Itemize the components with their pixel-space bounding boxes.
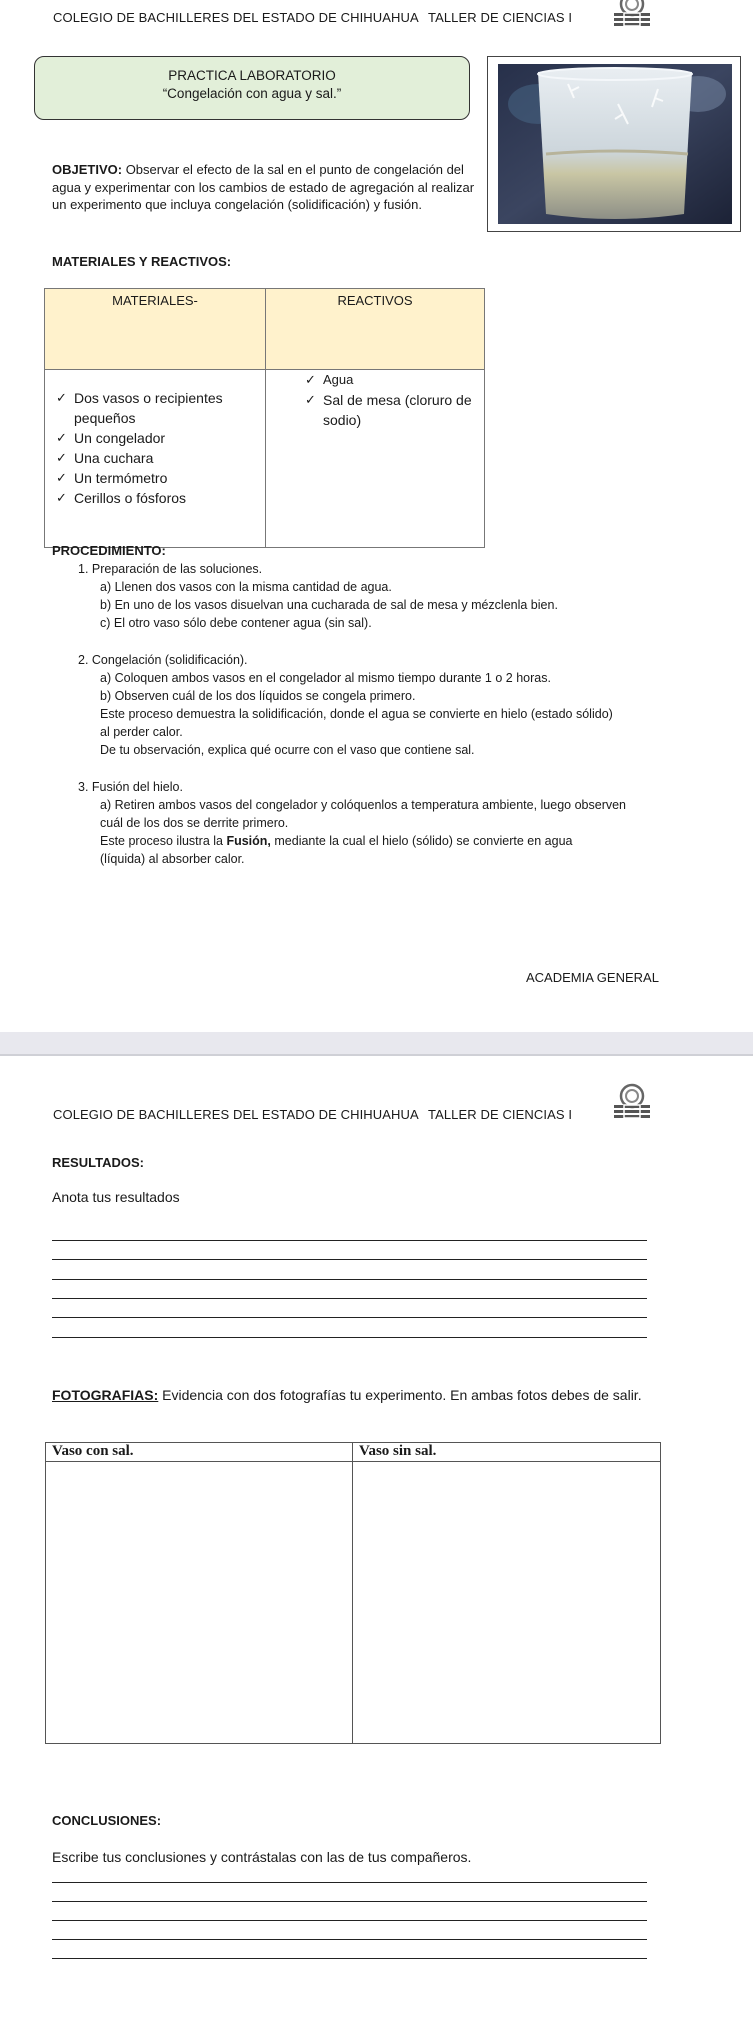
school-logo-icon bbox=[610, 0, 654, 28]
photos-label: FOTOGRAFIAS: bbox=[52, 1387, 159, 1403]
school-logo-icon bbox=[610, 1082, 654, 1120]
reagents-cell bbox=[266, 370, 485, 548]
materials-header: MATERIALES- bbox=[45, 289, 266, 370]
procedure-heading: PROCEDIMIENTO: bbox=[52, 543, 166, 558]
conclusions-heading: CONCLUSIONES: bbox=[52, 1813, 162, 1828]
conclusion-line bbox=[52, 1958, 647, 1959]
page-separator-line bbox=[0, 1054, 753, 1056]
material-item: ✓ Un termómetro bbox=[46, 468, 264, 488]
photos-instructions bbox=[52, 1385, 652, 1406]
material-item: ✓ Cerillos o fósforos bbox=[46, 488, 264, 508]
glass-photo-frame bbox=[487, 56, 741, 232]
material-item: ✓ Una cuchara bbox=[46, 448, 264, 468]
materials-heading: MATERIALES Y REACTIVOS: bbox=[52, 254, 232, 269]
step3-note-pre: Este proceso ilustra la bbox=[100, 834, 227, 848]
step3-note-bold: Fusión, bbox=[226, 834, 271, 848]
answer-line bbox=[52, 1337, 647, 1338]
photo-cell-without-salt[interactable] bbox=[353, 1462, 661, 1744]
page1-header-course: TALLER DE CIENCIAS I bbox=[428, 10, 573, 25]
reagent-item: ✓ Sal de mesa (cloruro de sodio) bbox=[295, 390, 483, 430]
material-item: ✓ Un congelador bbox=[46, 428, 264, 448]
practice-title-box bbox=[34, 56, 470, 120]
step1-a: a) Llenen dos vasos con la misma cantidad de agua. bbox=[100, 580, 392, 594]
answer-line bbox=[52, 1259, 647, 1260]
practice-subtitle: “Congelación con agua y sal.” bbox=[162, 86, 342, 101]
step1-title: 1. Preparación de las soluciones. bbox=[78, 562, 263, 576]
step2-title: 2. Congelación (solidificación). bbox=[78, 653, 248, 667]
procedure-step3 bbox=[52, 778, 652, 868]
material-item: ✓ Dos vasos o recipientes pequeños bbox=[46, 388, 264, 428]
objective-text: Observar el efecto de la sal en el punto de congelación del agua y experimentar con los cambios de estado de agregación al realizar un experimento que incluya congelación (solidificación) y fusión. bbox=[52, 162, 475, 212]
conclusion-line bbox=[52, 1901, 647, 1902]
conclusion-line bbox=[52, 1939, 647, 1940]
step1-c: c) El otro vaso sólo debe contener agua (sin sal). bbox=[100, 616, 372, 630]
procedure-step2 bbox=[52, 651, 652, 759]
step3-note-post: mediante la cual el hielo (sólido) se convierte en agua (líquida) al absorber calor. bbox=[100, 834, 573, 866]
page-separator bbox=[0, 1032, 753, 1056]
step2-a: a) Coloquen ambos vasos en el congelador al mismo tiempo durante 1 o 2 horas. bbox=[100, 671, 551, 685]
photos-text: Evidencia con dos fotografías tu experimento. En ambas fotos debes de salir. bbox=[158, 1387, 642, 1403]
page2-header-school: COLEGIO DE BACHILLERES DEL ESTADO DE CHIHUAHUA bbox=[53, 1107, 419, 1122]
objective-paragraph bbox=[52, 161, 482, 214]
photo-cell-with-salt[interactable] bbox=[46, 1462, 353, 1744]
materials-table bbox=[44, 288, 485, 548]
results-prompt: Anota tus resultados bbox=[52, 1189, 180, 1205]
objective-label: OBJETIVO: bbox=[52, 162, 123, 177]
step3-title: 3. Fusión del hielo. bbox=[78, 780, 183, 794]
reagent-item: ✓ Agua bbox=[295, 370, 483, 390]
photo-col-without-salt: Vaso sin sal. bbox=[353, 1443, 661, 1462]
conclusion-line bbox=[52, 1920, 647, 1921]
step3-a: a) Retiren ambos vasos del congelador y colóquenlos a temperatura ambiente, luego observen cuál de los dos se derrite primero. bbox=[100, 798, 627, 830]
materials-cell bbox=[45, 370, 266, 548]
practice-title: PRACTICA LABORATORIO bbox=[168, 68, 336, 83]
conclusions-prompt: Escribe tus conclusiones y contrástalas con las de tus compañeros. bbox=[52, 1849, 472, 1865]
photo-col-with-salt: Vaso con sal. bbox=[46, 1443, 353, 1462]
answer-line bbox=[52, 1298, 647, 1299]
footer-academy: ACADEMIA GENERAL bbox=[526, 970, 659, 985]
page2-header-course: TALLER DE CIENCIAS I bbox=[428, 1107, 573, 1122]
answer-line bbox=[52, 1240, 647, 1241]
answer-line bbox=[52, 1279, 647, 1280]
frosted-glass-photo bbox=[498, 64, 732, 224]
procedure-step1 bbox=[52, 560, 652, 632]
step2-question: De tu observación, explica qué ocurre con el vaso que contiene sal. bbox=[100, 743, 475, 757]
step2-note: Este proceso demuestra la solidificación, donde el agua se convierte en hielo (estado sólido) al perder calor. bbox=[100, 707, 613, 739]
step2-b: b) Observen cuál de los dos líquidos se congela primero. bbox=[100, 689, 416, 703]
reagents-header: REACTIVOS bbox=[266, 289, 485, 370]
photos-table bbox=[45, 1442, 661, 1744]
results-heading: RESULTADOS: bbox=[52, 1155, 144, 1170]
step1-b: b) En uno de los vasos disuelvan una cucharada de sal de mesa y mézclenla bien. bbox=[100, 598, 558, 612]
step3-note bbox=[52, 832, 620, 868]
conclusion-line bbox=[52, 1882, 647, 1883]
page1-header-school: COLEGIO DE BACHILLERES DEL ESTADO DE CHIHUAHUA bbox=[53, 10, 419, 25]
answer-line bbox=[52, 1317, 647, 1318]
